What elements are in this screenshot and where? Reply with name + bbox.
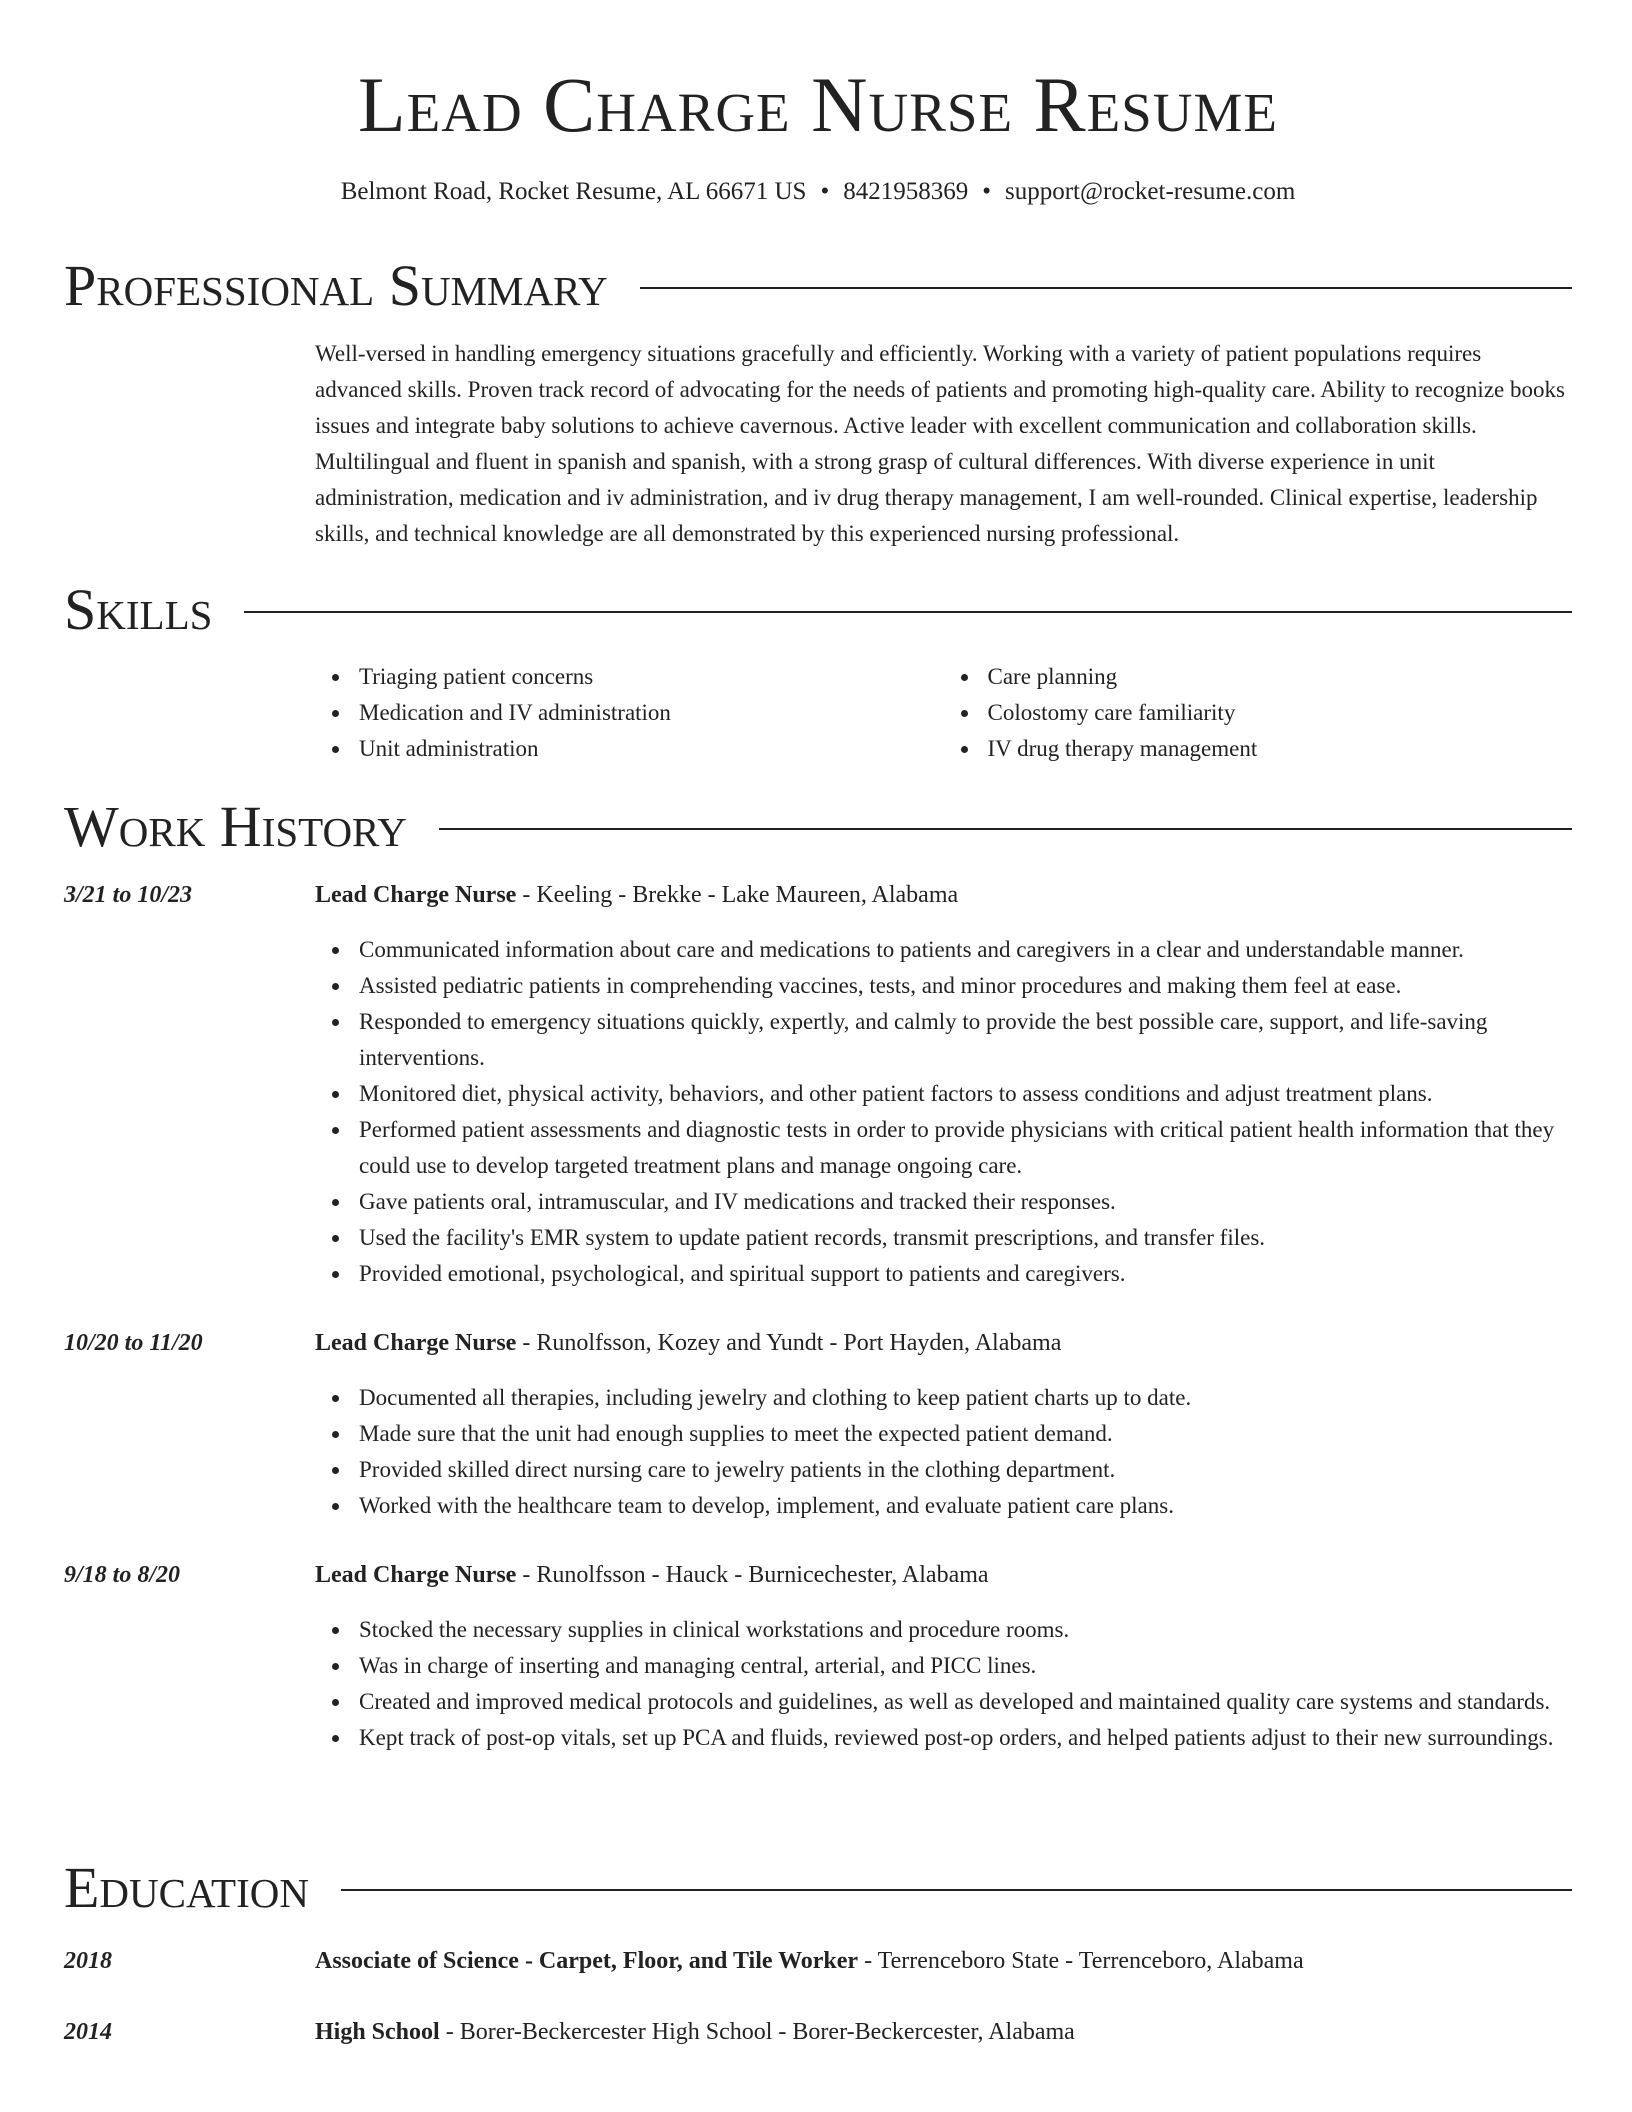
- job-bullet: Kept track of post-op vitals, set up PCA and fluids, reviewed post-op orders, and helped patients adjust to their new surroundings.: [359, 1720, 1572, 1756]
- job-dates: 3/21 to 10/23: [64, 882, 193, 908]
- job-role: Lead Charge Nurse: [315, 882, 517, 908]
- section-title: Work History: [64, 794, 407, 859]
- job-heading: [315, 1557, 1572, 1593]
- skill-item: Care planning: [988, 659, 1573, 695]
- contact-line: [64, 176, 1572, 208]
- job-bullet: Documented all therapies, including jewelry and clothing to keep patient charts up to date.: [359, 1380, 1572, 1416]
- job-bullet: Gave patients oral, intramuscular, and IV medications and tracked their responses.: [359, 1184, 1572, 1220]
- job-bullet: Used the facility's EMR system to update patient records, transmit prescriptions, and transfer files.: [359, 1220, 1572, 1256]
- separator-dot: •: [982, 178, 991, 205]
- skill-item: Colostomy care familiarity: [988, 695, 1573, 731]
- resume-title: Lead Charge Nurse Resume: [358, 61, 1278, 148]
- section-divider: [244, 611, 1572, 613]
- job-role: Lead Charge Nurse: [315, 1330, 517, 1356]
- address: Belmont Road, Rocket Resume, AL 66671 US: [340, 178, 807, 205]
- job-bullet: Performed patient assessments and diagnostic tests in order to provide physicians with critical patient health information that they could use to develop targeted treatment plans and manage ongoing care.: [359, 1112, 1572, 1184]
- skills-section-header: [64, 577, 1572, 642]
- section-divider: [439, 828, 1572, 830]
- job-bullet: Assisted pediatric patients in comprehending vaccines, tests, and minor procedures and making them feel at ease.: [359, 968, 1572, 1004]
- skills-column-right: [944, 659, 1573, 767]
- job-bullets: [315, 1380, 1572, 1524]
- job-heading: [315, 877, 1572, 913]
- job-bullet: Monitored diet, physical activity, behaviors, and other patient factors to assess conditions and adjust treatment plans.: [359, 1076, 1572, 1112]
- job-bullet: Stocked the necessary supplies in clinical workstations and procedure rooms.: [359, 1612, 1572, 1648]
- education-degree: High School: [315, 2019, 440, 2045]
- job-bullet: Communicated information about care and medications to patients and caregivers in a clear and understandable manner.: [359, 932, 1572, 968]
- skill-item: Unit administration: [359, 731, 944, 767]
- job-bullet: Provided skilled direct nursing care to jewelry patients in the clothing department.: [359, 1452, 1572, 1488]
- skill-item: IV drug therapy management: [988, 731, 1573, 767]
- skill-item: Medication and IV administration: [359, 695, 944, 731]
- separator-dot: •: [820, 178, 830, 205]
- summary-text: Well-versed in handling emergency situations gracefully and efficiently. Working with a variety of patient populations requires advanced skills. Proven track record of advocating for the needs of patients and promoting high-quality care. Ability to recognize books issues and integrate baby solutions to achieve cavernous. Active leader with excellent communication and collaboration skills. Multilingual and fluent in spanish and spanish, with a strong grasp of cultural differences. With diverse experience in unit administration, medication and iv administration, and iv drug therapy management, I am well-rounded. Clinical expertise, leadership skills, and technical knowledge are all demonstrated by this experienced nursing professional.: [315, 341, 1565, 546]
- summary-section-header: [64, 253, 1572, 318]
- job-details: - Runolfsson - Hauck - Burnicechester, Alabama: [516, 1562, 989, 1588]
- job-bullet: Was in charge of inserting and managing central, arterial, and PICC lines.: [359, 1648, 1572, 1684]
- education-details: - Terrenceboro State - Terrenceboro, Alabama: [858, 1948, 1304, 1974]
- section-title: Professional Summary: [64, 253, 608, 318]
- education-degree: Associate of Science - Carpet, Floor, and Tile Worker: [315, 1948, 859, 1974]
- education-details: - Borer-Beckercester High School - Borer-Beckercester, Alabama: [439, 2019, 1075, 2045]
- job-role: Lead Charge Nurse: [315, 1562, 517, 1588]
- job-bullet: Provided emotional, psychological, and spiritual support to patients and caregivers.: [359, 1256, 1572, 1292]
- education-heading: [315, 2014, 1572, 2050]
- job-details: - Runolfsson, Kozey and Yundt - Port Hayden, Alabama: [516, 1330, 1062, 1356]
- work-section-header: [64, 794, 1572, 859]
- education-year: 2014: [64, 2019, 112, 2045]
- skills-list: [315, 659, 1572, 767]
- job-bullet: Responded to emergency situations quickly, expertly, and calmly to provide the best possible care, support, and life-saving interventions.: [359, 1004, 1572, 1076]
- job-bullet: Made sure that the unit had enough supplies to meet the expected patient demand.: [359, 1416, 1572, 1452]
- section-divider: [640, 287, 1572, 289]
- job-bullets: [315, 932, 1572, 1292]
- job-dates: 10/20 to 11/20: [64, 1330, 203, 1356]
- education-year: 2018: [64, 1948, 112, 1974]
- job-dates: 9/18 to 8/20: [64, 1562, 181, 1588]
- email: support@rocket-resume.com: [1004, 178, 1296, 205]
- section-title: Education: [64, 1855, 309, 1920]
- section-divider: [341, 1889, 1572, 1891]
- section-title: Skills: [64, 577, 213, 642]
- job-heading: [315, 1325, 1572, 1361]
- education-section-header: [64, 1855, 1572, 1920]
- job-bullet: Created and improved medical protocols and guidelines, as well as developed and maintained quality care systems and standards.: [359, 1684, 1572, 1720]
- job-bullet: Worked with the healthcare team to develop, implement, and evaluate patient care plans.: [359, 1488, 1572, 1524]
- job-bullets: [315, 1612, 1572, 1756]
- education-heading: [315, 1943, 1572, 1979]
- skill-item: Triaging patient concerns: [359, 659, 944, 695]
- phone: 8421958369: [843, 178, 969, 205]
- skills-column-left: [315, 659, 944, 767]
- job-details: - Keeling - Brekke - Lake Maureen, Alabama: [516, 882, 959, 908]
